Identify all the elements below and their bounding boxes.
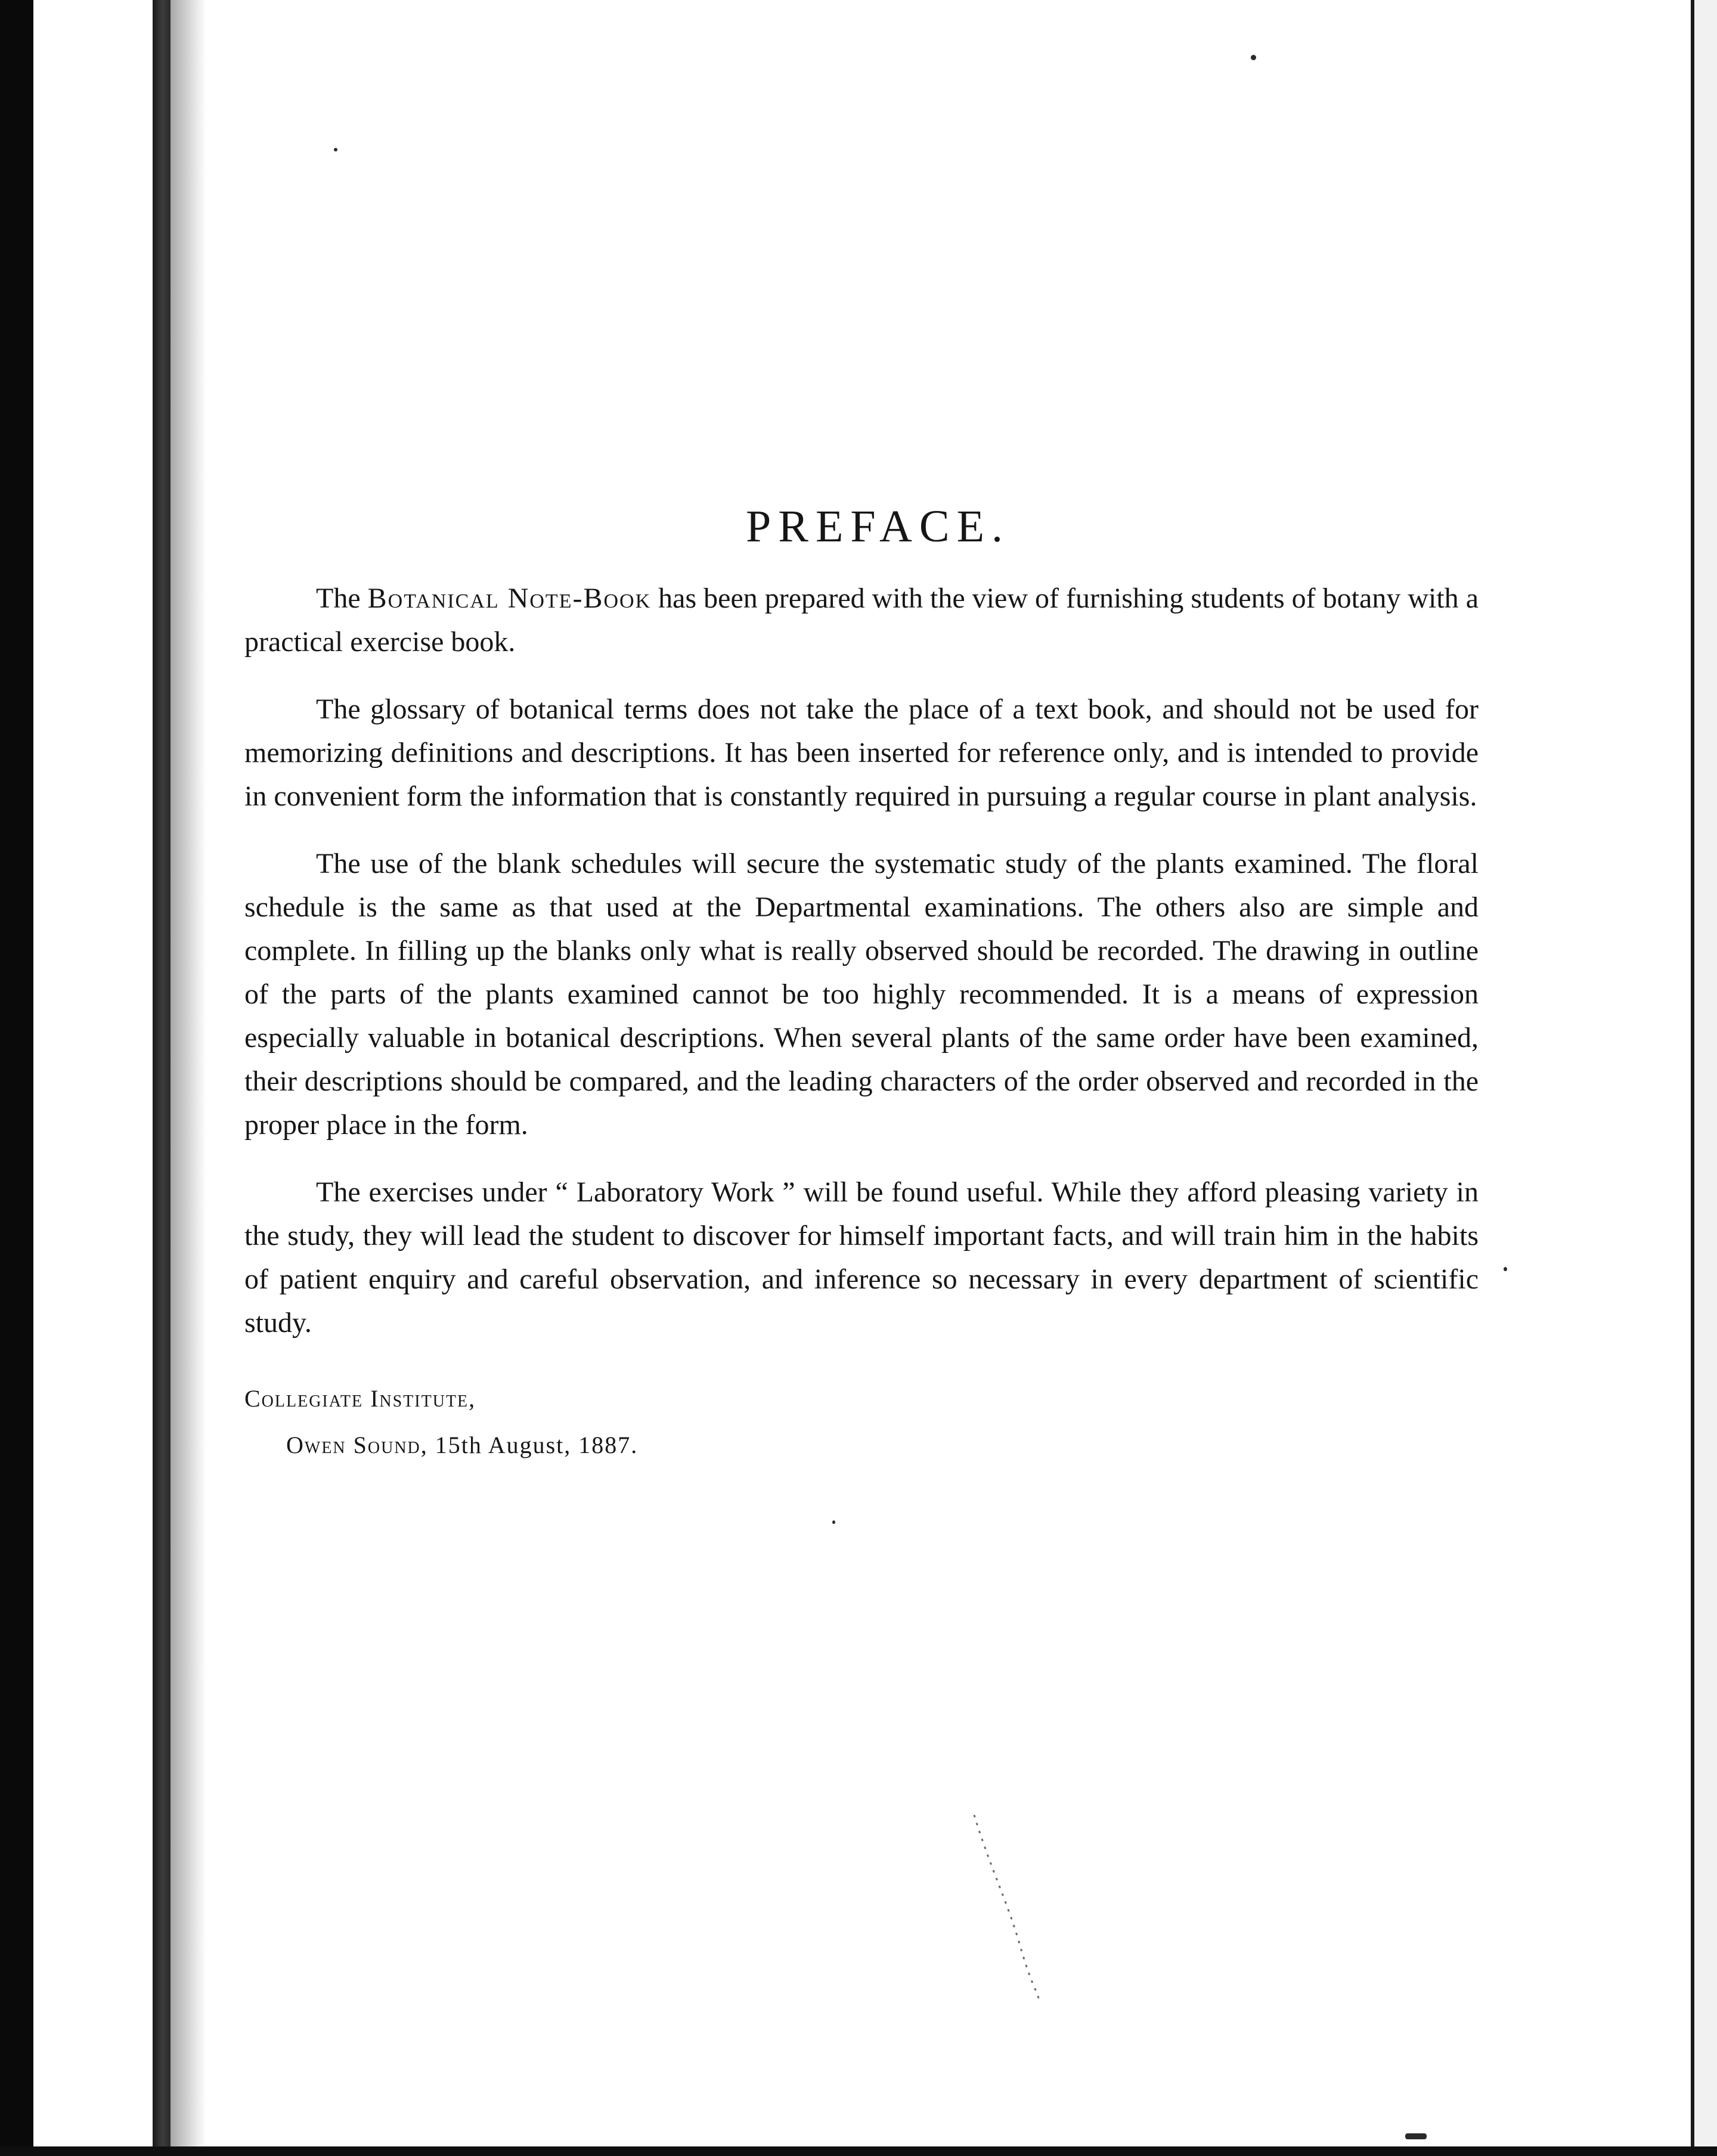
page-fold-gradient xyxy=(171,0,206,2156)
scan-speck xyxy=(1251,55,1256,60)
signature-date: 15th August, 1887. xyxy=(427,1432,639,1458)
signature-place-date xyxy=(244,1422,1479,1469)
scan-speck xyxy=(1504,1267,1507,1271)
book-title-smallcaps: Botanical Note-Book xyxy=(367,583,652,614)
preface-content xyxy=(244,501,1479,1469)
signature-institution: Collegiate Institute, xyxy=(244,1385,476,1412)
preface-paragraph-3: The use of the blank schedules will secure the systematic study of the plants examined. The floral schedule is the same as that used at the Departmental examinations. The others also are simple and complete. In filling up the blanks only what is really observed should be recorded. The drawing in outline of the parts of the plants examined cannot be too highly recommended. It is a means of expression especially valuable in botanical descriptions. When several plants of the same order have been examined, their descriptions should be compared, and the leading characters of the order observed and recorded in the proper place in the form. xyxy=(244,848,1479,1141)
signature-place: Owen Sound, xyxy=(286,1432,428,1458)
page-bottom-edge xyxy=(0,2146,1717,2156)
signature-block xyxy=(244,1376,1479,1469)
preface-paragraph-4: The exercises under “ Laboratory Work ” will be found useful. While they afford pleasing variety in the study, they will lead the student to discover for himself important facts, and will train him in the habits of patient enquiry and careful observation, and inference so necessary in every department of scientific study. xyxy=(244,1176,1479,1339)
preface-paragraph-2: The glossary of botanical terms does not take the place of a text book, and should not be used for memorizing definitions and descriptions. It has been inserted for reference only, and is intended to provide in convenient form the information that is constantly required in pursuing a regular course in plant analysis. xyxy=(244,693,1479,812)
scan-speck xyxy=(832,1520,835,1524)
page-title: PREFACE. xyxy=(745,501,1010,552)
scan-speck xyxy=(334,148,337,151)
scan-mark xyxy=(972,1813,1043,2003)
book-spine-shadow xyxy=(0,0,33,2156)
scan-speck xyxy=(1405,2133,1427,2139)
page-fold-dark xyxy=(153,0,171,2156)
page-right-margin xyxy=(1694,0,1717,2156)
preface-paragraph-1: The Botanical Note-Book has been prepared with the view of furnishing students of botany with a practical exercise book. xyxy=(244,583,1479,658)
